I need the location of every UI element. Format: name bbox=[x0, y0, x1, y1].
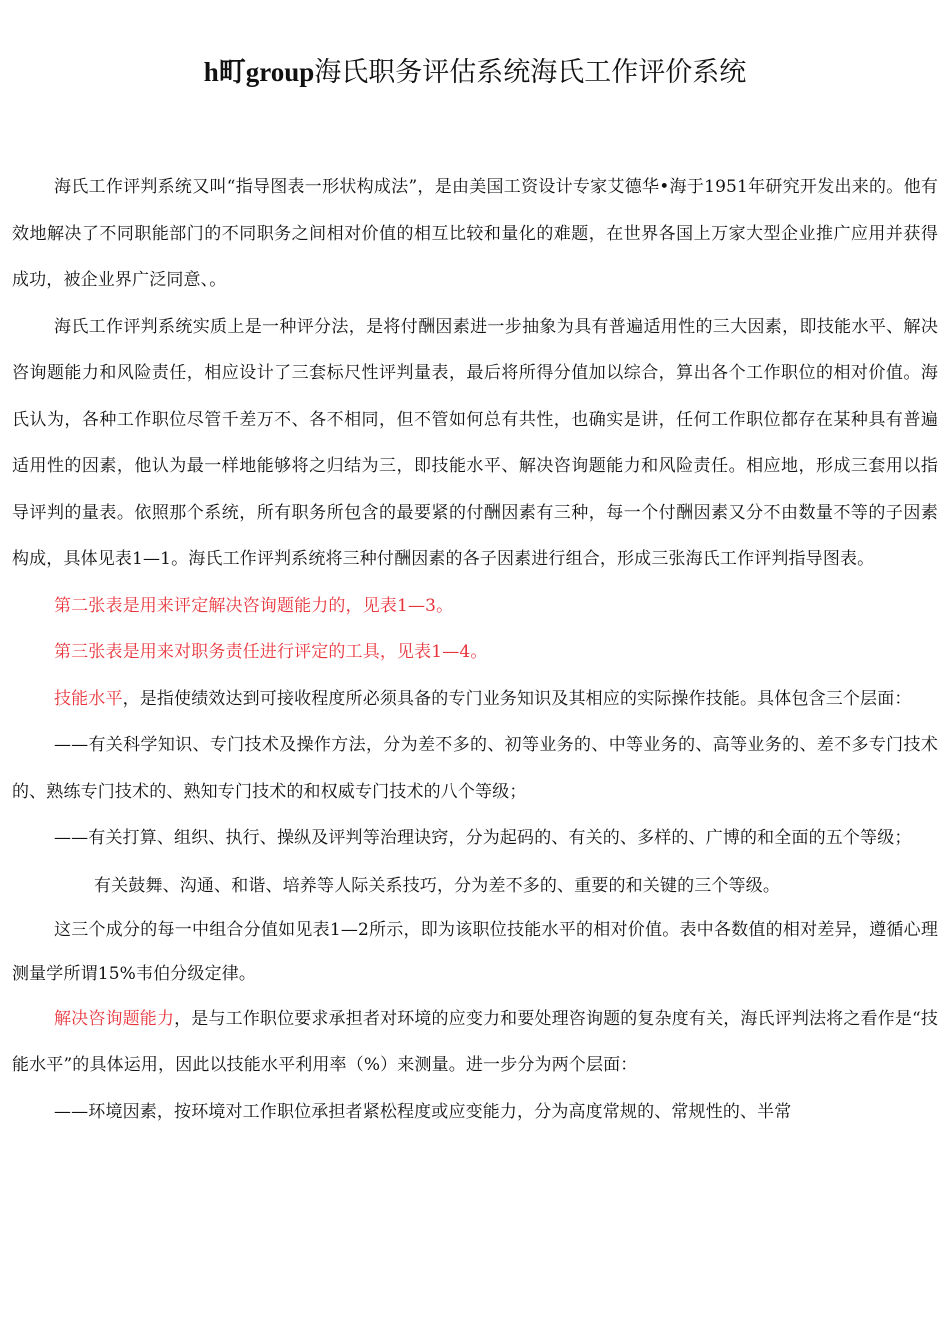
paragraph-table-3: 第三张表是用来对职务责任进行评定的工具，见表1—4。 bbox=[54, 642, 488, 662]
paragraph-problem-solving bbox=[12, 996, 938, 1089]
paragraph-table-2: 第二张表是用来评定解决咨询题能力的，见表1—3。 bbox=[54, 595, 454, 616]
document-body bbox=[12, 164, 938, 1135]
document-title bbox=[0, 52, 950, 93]
title-group: group bbox=[245, 57, 315, 87]
paragraph-skill-level bbox=[12, 676, 938, 723]
paragraph-interpersonal-levels: 有关鼓舞、沟通、和谐、培养等人际关系技巧，分为差不多的、重要的和关键的三个等级。 bbox=[94, 875, 780, 896]
term-problem-solving: 解决咨询题能力 bbox=[54, 1008, 175, 1029]
paragraph-method: 海氏工作评判系统实质上是一种评分法，是将付酬因素进一步抽象为具有普遍适用性的三大因素，即技能水平、解决咨询题能力和风险责任，相应设计了三套标尺性评判量表，最后将所得分值加以综合，算出各个工作职位的相对价值。海氏认为，各种工作职位尽管千差万不、各不相同，但不管如何总有共性，也确实是讲，任何工作职位都存在某种具有普遍适用性的因素，他认为最一样地能够将之归结为三，即技能水平、解决咨询题能力和风险责任。相应地，形成三套用以指导评判的量表。依照那个系统，所有职务所包含的最要紧的付酬因素有三种，每一个付酬因素又分不由数量不等的子因素构成，具体见表1—1。海氏工作评判系统将三种付酬因素的各子因素进行组合，形成三张海氏工作评判指导图表。 bbox=[12, 316, 938, 569]
paragraph-management-levels: ——有关打算、组织、执行、操纵及评判等治理诀窍，分为起码的、有关的、多样的、广博的和全面的五个等级； bbox=[54, 828, 912, 848]
skill-level-definition: ，是指使绩效达到可接收程度所必须具备的专门业务知识及其相应的实际操作技能。具体包含三个层面： bbox=[122, 688, 912, 709]
title-prefix: h町 bbox=[203, 57, 246, 87]
paragraph-intro: 海氏工作评判系统又叫“指导图表一形状构成法”，是由美国工资设计专家艾德华•海于1951年研究开发出来的。他有效地解决了不同职能部门的不同职务之间相对价值的相互比较和量化的难题，在世界各国上万家大型企业推广应用并获得成功，被企业界广泛同意、。 bbox=[12, 177, 938, 290]
title-rest: 海氏职务评估系统海氏工作评价系统 bbox=[314, 57, 747, 88]
problem-solving-definition: ，是与工作职位要求承担者对环境的应变力和要处理咨询题的复杂度有关，海氏评判法将之看作是“技能水平”的具体运用，因此以技能水平利用率（%）来测量。进一步分为两个层面： bbox=[12, 1008, 938, 1075]
paragraph-environment-factor: ——环境因素，按环境对工作职位承担者紧松程度或应变能力，分为高度常规的、常规性的、半常 bbox=[54, 1101, 792, 1122]
term-skill-level: 技能水平 bbox=[54, 688, 123, 709]
paragraph-combination-values: 这三个成分的每一中组合分值如见表1—2所示，即为该职位技能水平的相对价值。表中各数值的相对差异，遵循心理测量学所谓15%韦伯分级定律。 bbox=[12, 919, 938, 984]
paragraph-knowledge-levels: ——有关科学知识、专门技术及操作方法，分为差不多的、初等业务的、中等业务的、高等业务的、差不多专门技术的、熟练专门技术的、熟知专门技术的和权威专门技术的八个等级； bbox=[12, 735, 938, 802]
